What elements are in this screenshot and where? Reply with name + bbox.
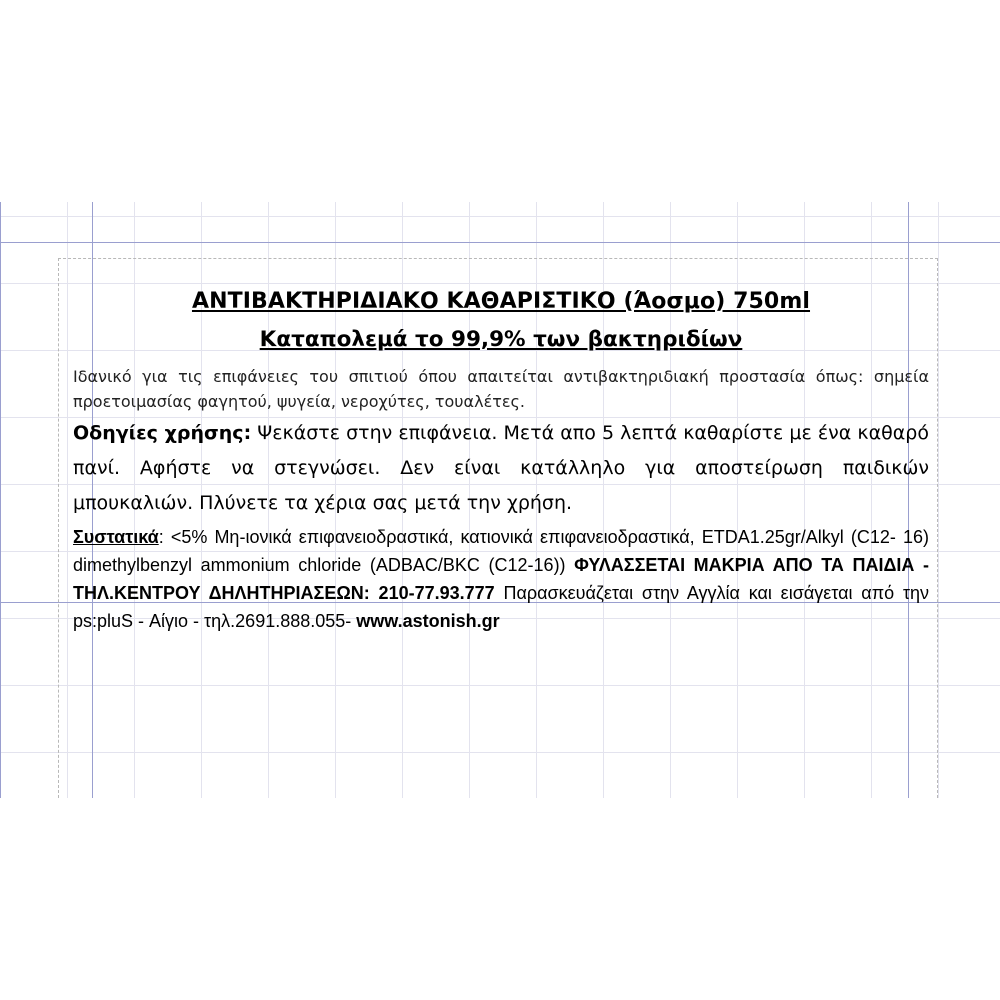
- usage-label: Οδηγίες χρήσης:: [73, 422, 252, 444]
- guide-line: [0, 202, 1, 798]
- website-text: www.astonish.gr: [356, 611, 500, 631]
- usage-paragraph: [73, 416, 929, 521]
- document-canvas: [0, 202, 1000, 798]
- guide-line: [0, 242, 1000, 243]
- origin-text: Παρασκευάζεται στην Αγγλία και εισάγεται από την ps:pluS - Αίγιο - τηλ.2691.888.055-: [73, 583, 930, 631]
- ingredients-text: : <5% Mη-ιονικά επιφανειοδραστικά, κατιονικά επιφανειοδραστικά, ETDA1.25gr/Alkyl (C12- 16) dimethylbenzyl ammonium chloride (ADBAC/BKC (C12-16)): [73, 527, 929, 575]
- label-content: [73, 286, 929, 635]
- usage-text: Ψεκάστε στην επιφάνεια. Μετά απο 5 λεπτά καθαρίστε με ένα καθαρό πανί. Αφήστε να στεγνώσει. Δεν είναι κατάλληλο για αποστείρωση παιδικών μπουκαλιών. Πλύνετε τα χέρια σας μετά την χρήση.: [73, 422, 929, 514]
- product-subtitle: Καταπολεμά το 99,9% των βακτηριδίων: [259, 327, 743, 352]
- ingredients-paragraph: [73, 523, 929, 635]
- ingredients-label: Συστατικά: [73, 527, 159, 547]
- product-title: ΑΝΤΙΒΑΚΤΗΡΙΔΙΑΚΟ ΚΑΘΑΡΙΣΤΙΚΟ (Άοσμο) 750ml: [191, 289, 811, 314]
- warning-text: ΦΥΛΑΣΣΕΤΑΙ ΜΑΚΡΙΑ ΑΠΟ ΤΑ ΠΑΙΔΙΑ - ΤΗΛ.ΚΕΝΤΡΟΥ ΔΗΛΗΤΗΡΙΑΣΕΩΝ: 210-77.93.777: [73, 555, 929, 603]
- intro-paragraph: Ιδανικό για τις επιφάνειες του σπιτιού όπου απαιτείται αντιβακτηριδιακή προστασία όπως: σημεία προετοιμασίας φαγητού, ψυγεία, νεροχύτες, τουαλέτες.: [73, 367, 929, 411]
